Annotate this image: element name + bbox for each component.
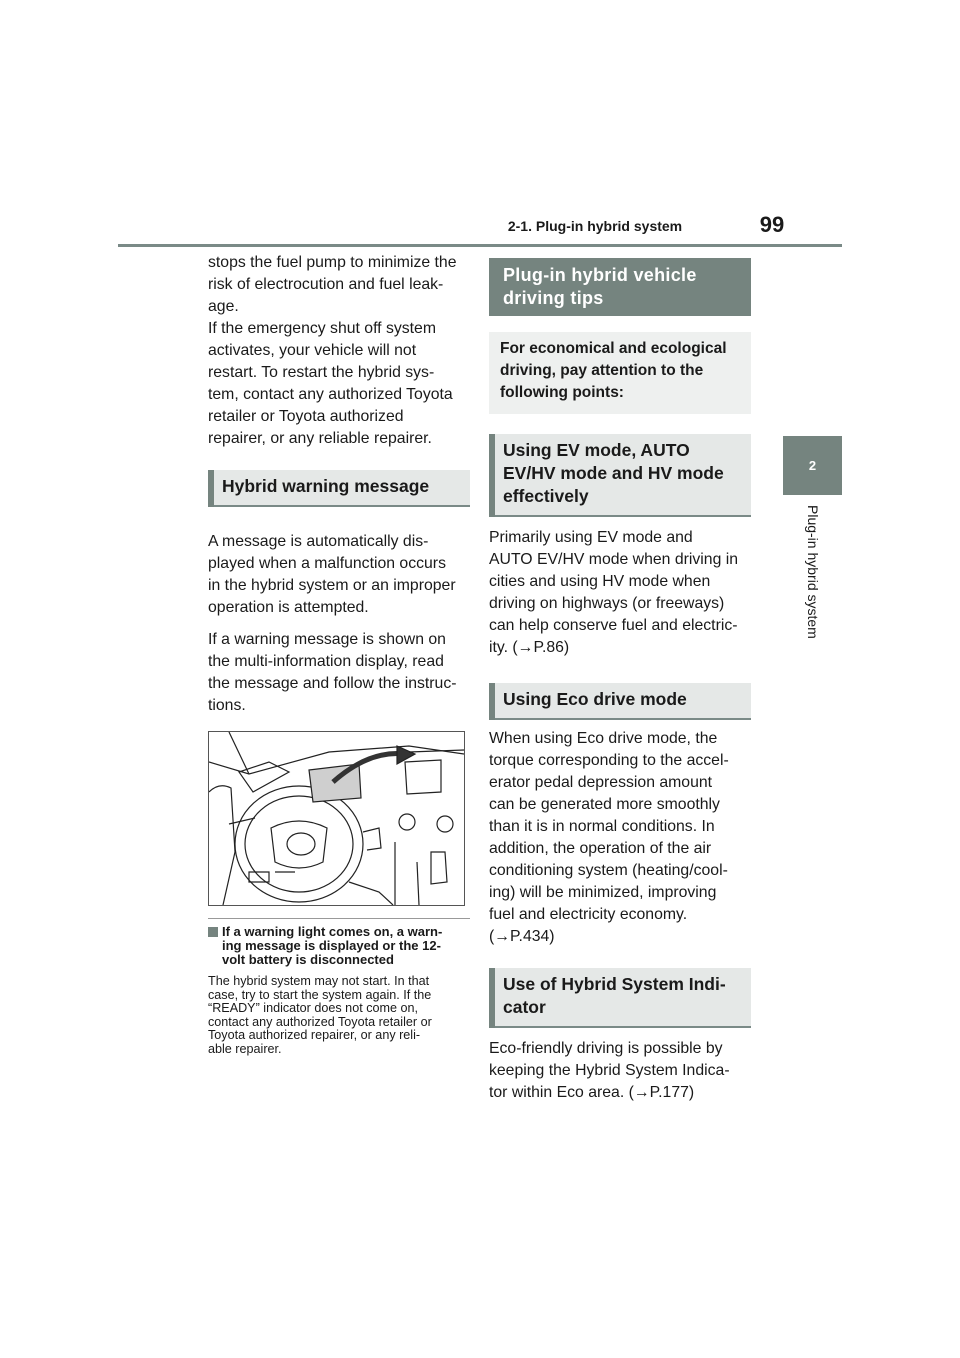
ev-mode-heading: Using EV mode, AUTO EV/HV mode and HV mode effectively	[489, 434, 751, 517]
left-column	[208, 252, 470, 1056]
square-bullet-icon	[208, 927, 218, 937]
indicator-page-link[interactable]: tor within Eco area. (→P.177)	[489, 1084, 695, 1101]
indicator-heading: Use of Hybrid System Indi- cator	[489, 968, 751, 1028]
tips-intro-box: For economical and ecological driving, pay attention to the following points:	[489, 332, 751, 414]
section-title: 2-1. Plug-in hybrid system	[507, 218, 683, 234]
header-divider	[118, 244, 842, 247]
steering-wheel-illustration	[209, 732, 464, 905]
indicator-paragraph: Eco-friendly driving is possible by keeping the Hybrid System Indica- tor within Eco area. (→P.177)	[489, 1040, 730, 1101]
eco-mode-page-link[interactable]: (→P.434)	[489, 928, 555, 945]
ev-mode-page-link[interactable]: ity. (→P.86)	[489, 639, 570, 656]
chapter-tab-label: Plug-in hybrid system	[805, 505, 821, 639]
warning-message-paragraph: A message is automatically dis- played when a malfunction occurs in the hybrid system or an improper operation is attempted.	[208, 533, 456, 616]
eco-mode-heading: Using Eco drive mode	[489, 683, 751, 720]
note-text: The hybrid system may not start. In that case, try to start the system again. If the “READY” indicator does not come on, contact any authorized Toyota retailer or Toyota authorized repairer, or any reli- able repairer.	[208, 974, 432, 1056]
eco-mode-paragraph: When using Eco drive mode, the torque corresponding to the accel- erator pedal depression amount can be generated more smoothly than it is in normal conditions. In addition, the operation of the air conditioning system (heating/cool- ing) will be minimized, improving fuel and electricity economy. (→P.434)	[489, 730, 729, 945]
follow-instructions-paragraph: If a warning message is shown on the multi-information display, read the message and follow the instruc- tions.	[208, 631, 457, 714]
chapter-tab[interactable]: 2	[783, 436, 842, 495]
page-number: 99	[759, 212, 785, 237]
driving-tips-heading: Plug-in hybrid vehicle driving tips	[489, 258, 751, 316]
note-title: If a warning light comes on, a warn- ing message is displayed or the 12- volt battery is disconnected	[208, 925, 470, 967]
note-divider	[208, 918, 470, 919]
hybrid-warning-heading: Hybrid warning message	[208, 470, 470, 507]
ev-mode-paragraph: Primarily using EV mode and AUTO EV/HV mode when driving in cities and using HV mode when driving on highways (or freeways) can help conserve fuel and electric- ity. (→P.86)	[489, 529, 739, 656]
shutoff-paragraph: stops the fuel pump to minimize the risk of electrocution and fuel leak- age. If the emergency shut off system activates, your vehicle will not restart. To restart the hybrid sys- tem, contact any authorized Toyota retailer or Toyota authorized repairer, or any reliable repairer.	[208, 254, 457, 447]
dashboard-illustration	[208, 731, 465, 906]
right-column	[489, 258, 751, 1104]
